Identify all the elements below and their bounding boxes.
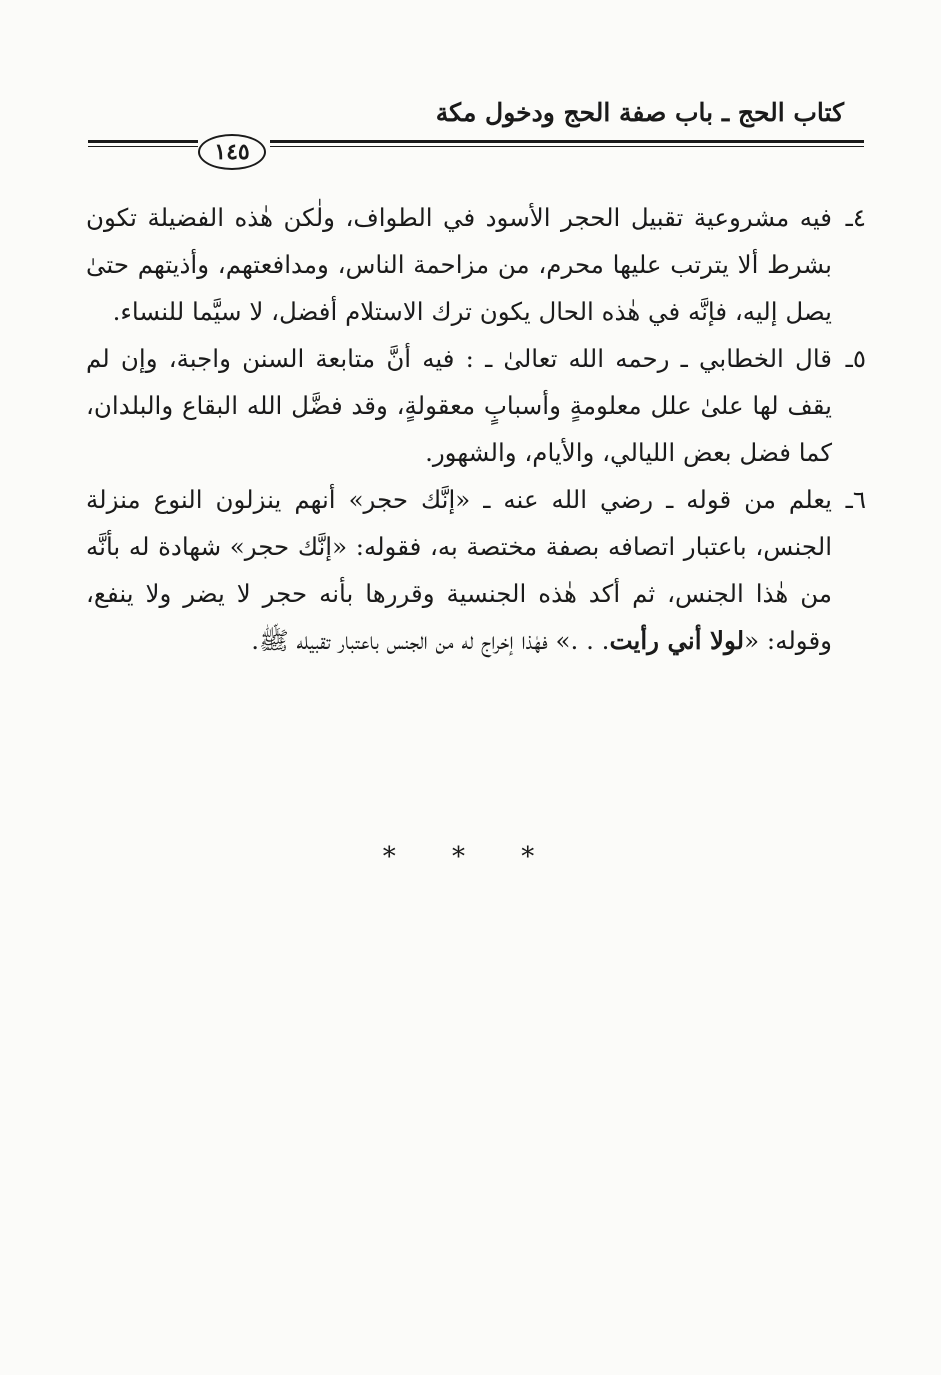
running-title: كتاب الحج ـ باب صفة الحج ودخول مكة: [435, 98, 844, 127]
header-rule-thick-right: [270, 140, 864, 143]
item-text: [86, 476, 832, 664]
list-item-5: [86, 335, 866, 476]
item-text: فيه مشروعية تقبيل الحجر الأسود في الطواف، ولٰكن هٰذه الفضيلة تكون بشرط ألا يترتب عليها محرم، من مزاحمة الناس، ومدافعتهم، وأذيتهم حتىٰ يصل إليه، فإنَّه في هٰذه الحال يكون ترك الاستلام أفضل، لا سيَّما للنساء.: [86, 203, 832, 326]
item-text-after: . . .» فهٰذا إخراج له من الجنس باعتبار تقبيله ﷺ.: [251, 626, 610, 655]
quoted-phrase: لولا أني رأيت: [609, 626, 745, 655]
item-text: قال الخطابي ـ رحمه الله تعالىٰ ـ : فيه أنَّ متابعة السنن واجبة، وإن لم يقف لها علىٰ علل معلومةٍ وأسبابٍ معقولةٍ، وقد فضَّل الله البقاع والبلدان، كما فضل بعض الليالي، والأيام، والشهور.: [86, 344, 832, 467]
header-rule-thick-left: [88, 140, 198, 143]
list-item-4: [86, 194, 866, 335]
header-rule-thin-right: [270, 146, 864, 147]
body-text: [86, 194, 866, 664]
section-separator: * * *: [382, 842, 559, 872]
page-header: [88, 96, 864, 166]
page-number: ١٤٥: [198, 134, 266, 170]
item-number: ٦ـ: [845, 485, 866, 514]
header-rule-thin-left: [88, 146, 198, 147]
item-text-before: يعلم من قوله ـ رضي الله عنه ـ «إنَّك حجر» أنهم ينزلون النوع منزلة الجنس، باعتبار اتصافه بصفة مختصة به، فقوله: «إنَّك حجر» شهادة له بأنَّه من هٰذا الجنس، ثم أكد هٰذه الجنسية وقررها بأنه حجر لا يضر ولا ينفع، وقوله: «: [86, 485, 832, 655]
list-item-6: [86, 476, 866, 664]
item-number: ٥ـ: [845, 344, 866, 373]
item-number: ٤ـ: [845, 203, 866, 232]
